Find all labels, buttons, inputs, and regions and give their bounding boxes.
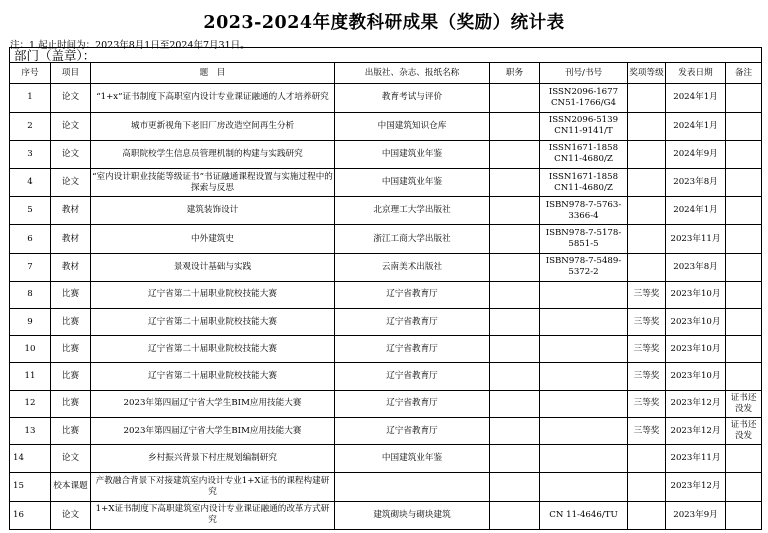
table-row	[10, 197, 762, 225]
remark	[726, 197, 762, 225]
remark	[726, 473, 762, 501]
issn-isbn	[540, 417, 628, 444]
item-type: 论文	[51, 445, 91, 473]
row-number: 9	[10, 309, 51, 336]
item-title: 2023年第四届辽宁省大学生BIM应用技能大赛	[91, 417, 335, 444]
table-row	[10, 112, 762, 140]
role	[490, 140, 540, 168]
remark	[726, 168, 762, 196]
publisher-name: 辽宁省教育厅	[335, 390, 490, 417]
header-cell: 序号	[10, 63, 51, 84]
item-title: “1+x”证书制度下高职室内设计专业课证融通的人才培养研究	[91, 84, 335, 112]
row-number: 7	[10, 253, 51, 281]
role	[490, 84, 540, 112]
award-level	[628, 225, 666, 253]
issn-isbn: ISSN2096-1677 CN51-1766/G4	[540, 84, 628, 112]
publish-date: 2023年10月	[666, 309, 726, 336]
role	[490, 363, 540, 390]
table-row	[10, 417, 762, 444]
publish-date: 2023年12月	[666, 473, 726, 501]
issn-isbn	[540, 473, 628, 501]
header-cell: 题 目	[91, 63, 335, 84]
publisher-name: 中国建筑知识仓库	[335, 112, 490, 140]
role	[490, 417, 540, 444]
award-level	[628, 253, 666, 281]
row-number: 12	[10, 390, 51, 417]
item-title: 辽宁省第二十届职业院校技能大赛	[91, 281, 335, 308]
role	[490, 197, 540, 225]
item-type: 论文	[51, 112, 91, 140]
publisher-name: 中国建筑业年鉴	[335, 140, 490, 168]
remark: 证书还没发	[726, 417, 762, 444]
table-row	[10, 336, 762, 363]
item-type: 教材	[51, 253, 91, 281]
award-level: 三等奖	[628, 417, 666, 444]
publisher-name	[335, 473, 490, 501]
publish-date: 2023年12月	[666, 390, 726, 417]
row-number: 8	[10, 281, 51, 308]
item-title: 乡村振兴背景下村庄规划编制研究	[91, 445, 335, 473]
remark	[726, 84, 762, 112]
item-type: 教材	[51, 197, 91, 225]
publisher-name: 教育考试与评价	[335, 84, 490, 112]
publisher-name: 浙江工商大学出版社	[335, 225, 490, 253]
role	[490, 281, 540, 308]
issn-isbn	[540, 281, 628, 308]
role	[490, 225, 540, 253]
publisher-name: 中国建筑业年鉴	[335, 445, 490, 473]
table-row	[10, 501, 762, 529]
publisher-name: 辽宁省教育厅	[335, 281, 490, 308]
item-title: “室内设计职业技能等级证书”书证融通课程设置与实施过程中的探索与反思	[91, 168, 335, 196]
row-number: 15	[10, 473, 51, 501]
remark	[726, 140, 762, 168]
role	[490, 336, 540, 363]
award-level	[628, 501, 666, 529]
publish-date: 2023年10月	[666, 336, 726, 363]
remark	[726, 309, 762, 336]
item-type: 比赛	[51, 281, 91, 308]
item-type: 比赛	[51, 390, 91, 417]
table-row	[10, 281, 762, 308]
issn-isbn: ISSN1671-1858 CN11-4680/Z	[540, 168, 628, 196]
item-title: 1+X证书制度下高职建筑室内设计专业课证融通的改革方式研究	[91, 501, 335, 529]
publish-date: 2023年10月	[666, 281, 726, 308]
item-title: 中外建筑史	[91, 225, 335, 253]
item-title: 2023年第四届辽宁省大学生BIM应用技能大赛	[91, 390, 335, 417]
row-number: 4	[10, 168, 51, 196]
item-title: 景观设计基础与实践	[91, 253, 335, 281]
table-header-row	[10, 63, 762, 84]
role	[490, 112, 540, 140]
award-level: 三等奖	[628, 390, 666, 417]
issn-isbn	[540, 445, 628, 473]
award-level: 三等奖	[628, 309, 666, 336]
header-cell: 出版社、杂志、报纸名称	[335, 63, 490, 84]
publish-date: 2023年11月	[666, 225, 726, 253]
publisher-name: 云南美术出版社	[335, 253, 490, 281]
remark	[726, 445, 762, 473]
publisher-name: 辽宁省教育厅	[335, 417, 490, 444]
role	[490, 445, 540, 473]
item-type: 比赛	[51, 309, 91, 336]
award-level	[628, 140, 666, 168]
item-type: 教材	[51, 225, 91, 253]
row-number: 14	[10, 445, 51, 473]
role	[490, 473, 540, 501]
item-title: 辽宁省第二十届职业院校技能大赛	[91, 336, 335, 363]
publish-date: 2023年11月	[666, 445, 726, 473]
issn-isbn	[540, 390, 628, 417]
publisher-name: 建筑砌块与砌块建筑	[335, 501, 490, 529]
issn-isbn: ISSN1671-1858 CN11-4680/Z	[540, 140, 628, 168]
item-type: 比赛	[51, 336, 91, 363]
table-row	[10, 225, 762, 253]
publisher-name: 中国建筑业年鉴	[335, 168, 490, 196]
publisher-name: 辽宁省教育厅	[335, 336, 490, 363]
table-row	[10, 168, 762, 196]
award-level: 三等奖	[628, 336, 666, 363]
publish-date: 2024年1月	[666, 112, 726, 140]
remark	[726, 501, 762, 529]
issn-isbn: CN 11-4646/TU	[540, 501, 628, 529]
role	[490, 253, 540, 281]
row-number: 2	[10, 112, 51, 140]
row-number: 16	[10, 501, 51, 529]
remark	[726, 225, 762, 253]
remark: 证书还没发	[726, 390, 762, 417]
table-row	[10, 473, 762, 501]
publish-date: 2024年1月	[666, 197, 726, 225]
achievement-table	[9, 47, 762, 530]
publish-date: 2023年9月	[666, 501, 726, 529]
publisher-name: 北京理工大学出版社	[335, 197, 490, 225]
table-row	[10, 390, 762, 417]
award-level	[628, 445, 666, 473]
row-number: 1	[10, 84, 51, 112]
item-type: 论文	[51, 501, 91, 529]
publish-date: 2023年8月	[666, 253, 726, 281]
header-cell: 项目	[51, 63, 91, 84]
table-row	[10, 84, 762, 112]
item-title: 辽宁省第二十届职业院校技能大赛	[91, 309, 335, 336]
item-type: 论文	[51, 140, 91, 168]
publish-date: 2023年12月	[666, 417, 726, 444]
award-level	[628, 84, 666, 112]
header-cell: 发表日期	[666, 63, 726, 84]
award-level	[628, 197, 666, 225]
row-number: 11	[10, 363, 51, 390]
publish-date: 2023年10月	[666, 363, 726, 390]
item-type: 论文	[51, 168, 91, 196]
award-level	[628, 112, 666, 140]
item-type: 论文	[51, 84, 91, 112]
item-title: 高职院校学生信息员管理机制的构建与实践研究	[91, 140, 335, 168]
item-type: 比赛	[51, 417, 91, 444]
award-level	[628, 168, 666, 196]
header-cell: 奖项等级	[628, 63, 666, 84]
row-number: 3	[10, 140, 51, 168]
table-row	[10, 140, 762, 168]
publish-date: 2024年1月	[666, 84, 726, 112]
row-number: 10	[10, 336, 51, 363]
item-title: 辽宁省第二十届职业院校技能大赛	[91, 363, 335, 390]
publisher-name: 辽宁省教育厅	[335, 309, 490, 336]
header-cell: 刊号/书号	[540, 63, 628, 84]
issn-isbn: ISSN2096-5139 CN11-9141/T	[540, 112, 628, 140]
table-row	[10, 445, 762, 473]
publish-date: 2023年8月	[666, 168, 726, 196]
publish-date: 2024年9月	[666, 140, 726, 168]
issn-isbn	[540, 336, 628, 363]
remark	[726, 253, 762, 281]
table-row	[10, 253, 762, 281]
issn-isbn: ISBN978-7-5763-3366-4	[540, 197, 628, 225]
row-number: 13	[10, 417, 51, 444]
date-range-note: 注：1.起止时间为：2023年8月1日至2024年7月31日。	[10, 40, 250, 51]
publisher-name: 辽宁省教育厅	[335, 363, 490, 390]
item-title: 建筑装饰设计	[91, 197, 335, 225]
remark	[726, 336, 762, 363]
role	[490, 390, 540, 417]
item-type: 比赛	[51, 363, 91, 390]
issn-isbn: ISBN978-7-5489-5372-2	[540, 253, 628, 281]
award-level: 三等奖	[628, 281, 666, 308]
table-row	[10, 309, 762, 336]
issn-isbn: ISBN978-7-5178-5851-5	[540, 225, 628, 253]
department-stamp-label: 部门（盖章）：	[10, 48, 762, 63]
remark	[726, 363, 762, 390]
role	[490, 501, 540, 529]
row-number: 5	[10, 197, 51, 225]
header-cell: 备注	[726, 63, 762, 84]
award-level	[628, 473, 666, 501]
row-number: 6	[10, 225, 51, 253]
item-title: 城市更新视角下老旧厂房改造空间再生分析	[91, 112, 335, 140]
remark	[726, 112, 762, 140]
table-row	[10, 363, 762, 390]
award-level: 三等奖	[628, 363, 666, 390]
role	[490, 309, 540, 336]
item-title: 产教融合背景下对接建筑室内设计专业1+X证书的课程构建研究	[91, 473, 335, 501]
issn-isbn	[540, 363, 628, 390]
role	[490, 168, 540, 196]
header-cell: 职务	[490, 63, 540, 84]
item-type: 校本课题	[51, 473, 91, 501]
issn-isbn	[540, 309, 628, 336]
page-title: 2023-2024年度教科研成果（奖励）统计表	[203, 13, 565, 33]
remark	[726, 281, 762, 308]
